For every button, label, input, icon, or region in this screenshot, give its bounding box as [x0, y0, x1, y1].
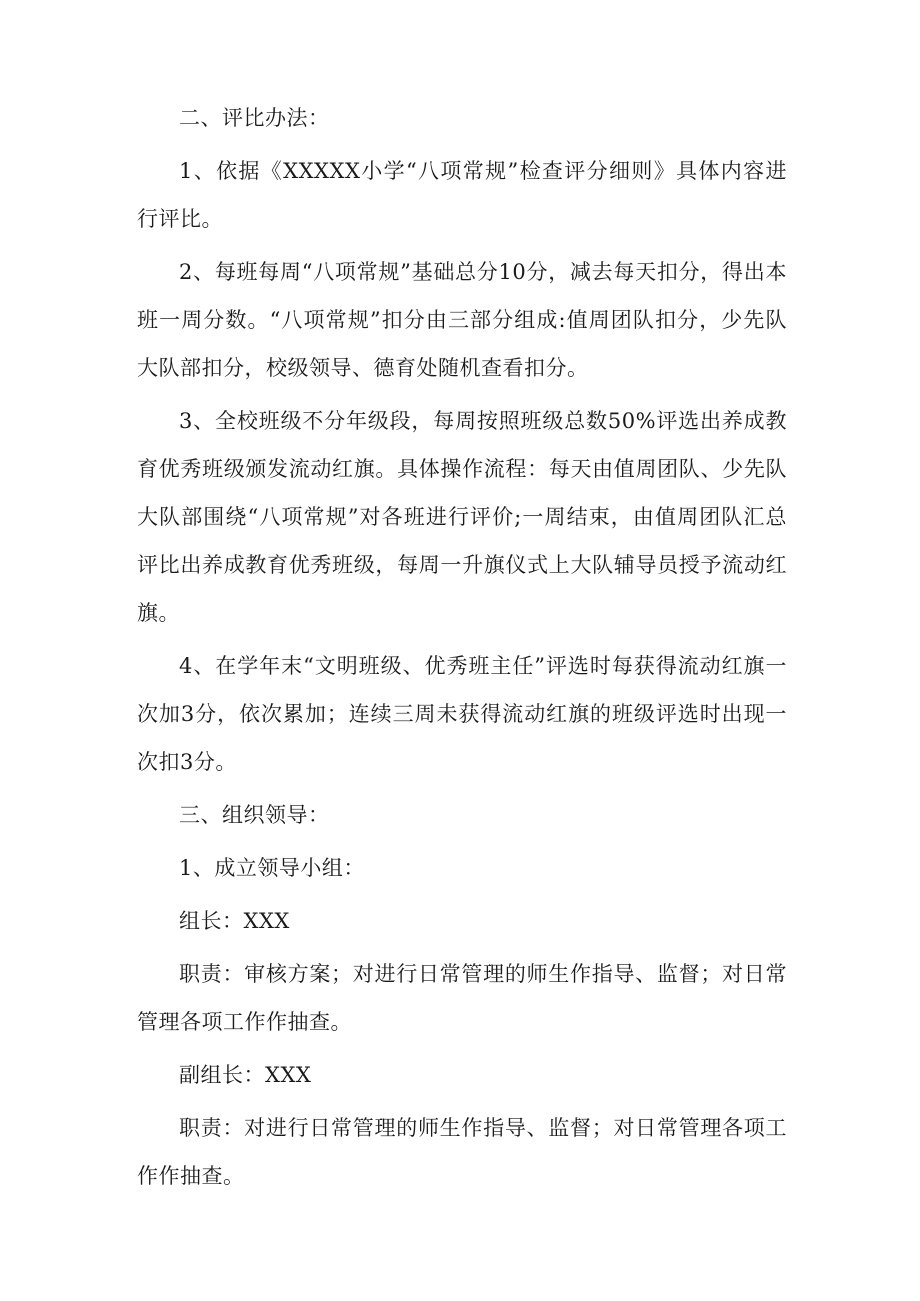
deputy-leader-paragraph: 副组长：XXX — [179, 1063, 312, 1087]
org-1-paragraph: 1、成立领导小组： — [179, 856, 365, 880]
rule-1-paragraph: 1、依据《XXXXX小学“八项常规”检查评分细则》具体内容进行评比。 — [137, 159, 787, 231]
section-2-heading: 二、评比办法： — [179, 106, 330, 130]
leader-duty-paragraph: 职责：审核方案；对进行日常管理的师生作指导、监督；对日常管理各项工作作抽查。 — [137, 962, 787, 1034]
section-3-heading: 三、组织领导： — [179, 803, 330, 827]
rule-2-paragraph: 2、每班每周“八项常规”基础总分10分，减去每天扣分，得出本班一周分数。“八项常规”扣分由三部分组成:值周团队扣分，少先队大队部扣分，校级领导、德育处随机查看扣分。 — [137, 260, 787, 380]
rule-4-paragraph: 4、在学年末“文明班级、优秀班主任”评选时每获得流动红旗一次加3分，依次累加；连续三周未获得流动红旗的班级评选时出现一次扣3分。 — [137, 654, 787, 774]
document-body — [137, 94, 787, 1205]
leader-paragraph: 组长：XXX — [179, 909, 290, 933]
deputy-duty-paragraph: 职责：对进行日常管理的师生作指导、监督；对日常管理各项工作作抽查。 — [137, 1116, 787, 1188]
rule-3-paragraph: 3、全校班级不分年级段，每周按照班级总数50%评选出养成教育优秀班级颁发流动红旗。具体操作流程：每天由值周团队、少先队大队部围绕“八项常规”对各班进行评价;一周结束，由值周团队汇总评比出养成教育优秀班级，每周一升旗仪式上大队辅导员授予流动红旗。 — [137, 409, 787, 625]
